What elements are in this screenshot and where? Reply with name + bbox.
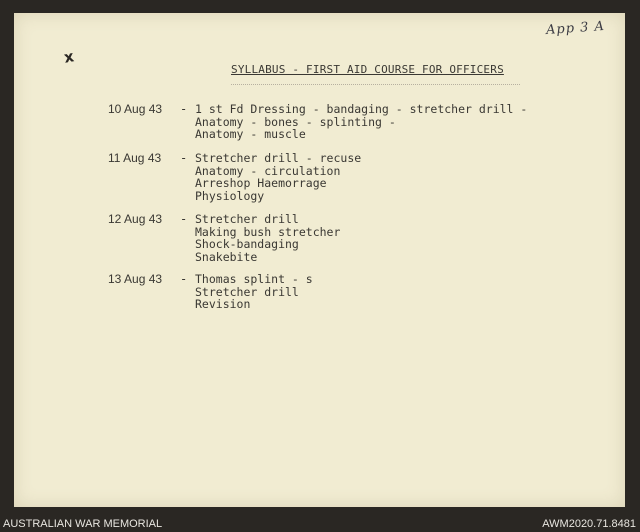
entry-topics <box>195 273 313 311</box>
entry-topic-line: Stretcher drill - recuse <box>195 151 362 165</box>
entry-topic-line: Physiology <box>195 188 265 203</box>
document-title: SYLLABUS - FIRST AID COURSE FOR OFFICERS <box>231 63 504 76</box>
entry-topic-line: Stretcher drill <box>195 212 299 226</box>
entry-topics <box>195 152 361 202</box>
entry-topic-line: Revision <box>195 297 251 311</box>
entry-topic-line: Shock-bandaging <box>195 237 299 251</box>
entry-topic-line: Arreshop Haemorrage <box>195 176 327 190</box>
entry-dash: - <box>180 212 188 226</box>
ink-mark: x <box>62 47 76 67</box>
entry-date: 11 Aug 43 <box>108 151 162 165</box>
entry-topic-line: 1 st Fd Dressing - bandaging - stretcher drill - <box>195 102 528 116</box>
entry-topic-line: Thomas splint - s <box>195 272 313 286</box>
entry-topic-line: Stretcher drill <box>195 284 299 299</box>
entry-topic-line: Making bush stretcher <box>195 224 341 239</box>
entry-date: 13 Aug 43 <box>108 272 163 286</box>
entry-topic-line: Anatomy - muscle <box>195 127 306 141</box>
title-divider <box>231 84 520 85</box>
entry-dash: - <box>180 272 188 286</box>
entry-date: 12 Aug 43 <box>108 212 163 226</box>
entry-topics <box>195 103 527 141</box>
footer-source: AUSTRALIAN WAR MEMORIAL <box>3 518 163 530</box>
entry-topics <box>195 213 340 263</box>
entry-dash: - <box>180 102 188 116</box>
entry-topic-line: Anatomy - bones - splinting - <box>195 114 396 129</box>
handwritten-annotation: App 3 A <box>545 18 606 39</box>
footer-reference: AWM2020.71.8481 <box>542 518 636 530</box>
entry-dash: - <box>180 151 188 165</box>
entry-topic-line: Anatomy - circulation <box>195 163 341 178</box>
entry-topic-line: Snakebite <box>195 249 258 264</box>
entry-date: 10 Aug 43 <box>108 102 163 116</box>
